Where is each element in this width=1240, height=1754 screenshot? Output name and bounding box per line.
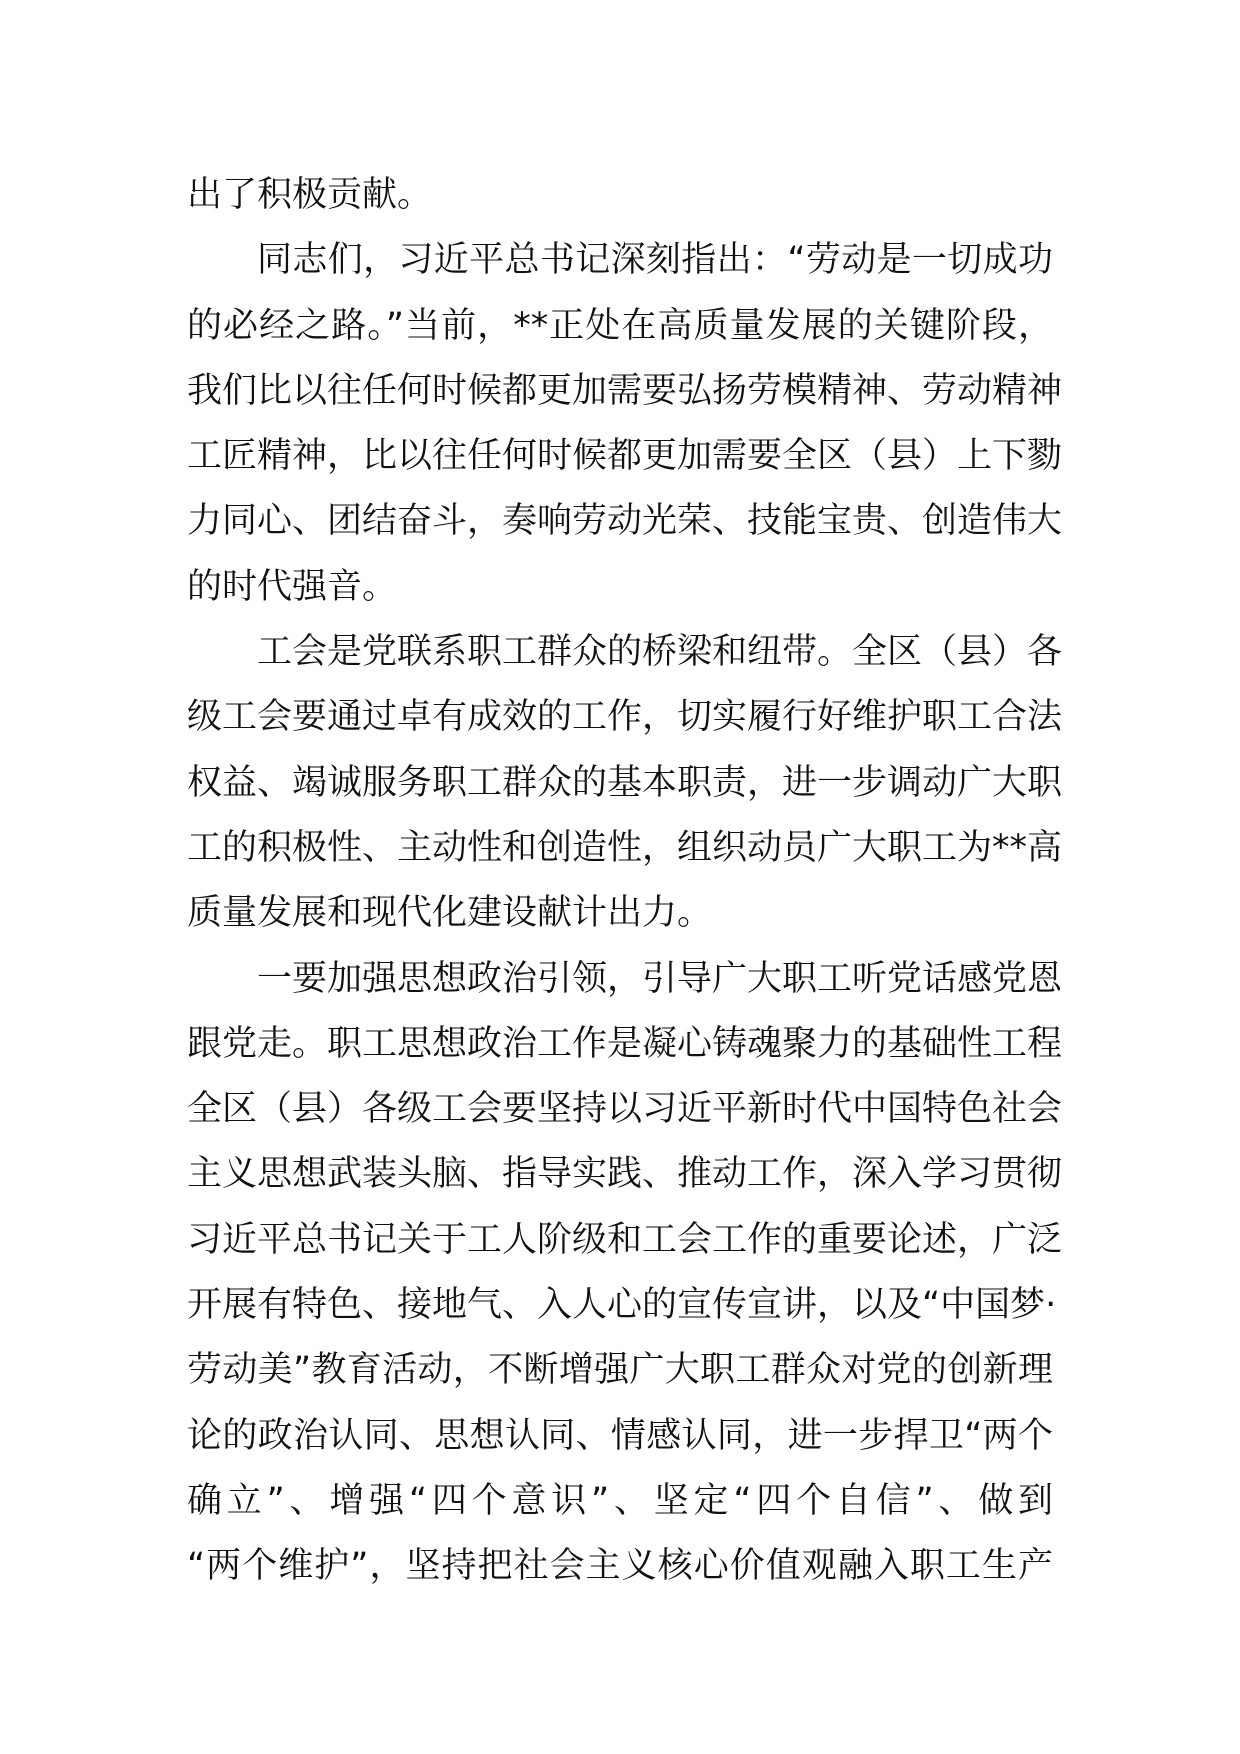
text-line: 论的政治认同、思想认同、情感认同，进一步捍卫“两个 <box>187 1415 1053 1456</box>
text-line: 质量发展和现代化建设献计出力。 <box>187 893 713 934</box>
paragraph-first-line: 一要加强思想政治引领，引导广大职工听党话感党恩 <box>257 958 1063 999</box>
body-text <box>187 163 1063 1600</box>
text-line: 级工会要通过卓有成效的工作，切实履行好维护职工合法 <box>187 697 1063 738</box>
text-line: 权益、竭诚服务职工群众的基本职责，进一步调动广大职 <box>187 762 1063 803</box>
text-line: 我们比以往任何时候都更加需要弘扬劳模精神、劳动精神 <box>187 370 1063 411</box>
text-line: 习近平总书记关于工人阶级和工会工作的重要论述，广泛 <box>187 1219 1063 1260</box>
text-line: 工的积极性、主动性和创造性，组织动员广大职工为**高 <box>187 827 1063 868</box>
text-line: 力同心、团结奋斗，奏响劳动光荣、技能宝贵、创造伟大 <box>187 501 1063 542</box>
text-line: 开展有特色、接地气、入人心的宣传宣讲，以及“中国梦· <box>187 1285 1057 1326</box>
text-line: 全区（县）各级工会要坚持以习近平新时代中国特色社会 <box>187 1089 1063 1130</box>
text-line: 确立”、增强“四个意识”、坚定“四个自信”、做到 <box>187 1480 1053 1521</box>
text-line: 的必经之路。”当前，**正处在高质量发展的关键阶段， <box>187 305 1053 346</box>
paragraph-first-line: 工会是党联系职工群众的桥梁和纽带。全区（县）各 <box>257 632 1063 673</box>
text-line: “两个维护”，坚持把社会主义核心价值观融入职工生产 <box>187 1546 1053 1587</box>
text-line: 主义思想武装头脑、指导实践、推动工作，深入学习贯彻 <box>187 1154 1063 1195</box>
text-line: 的时代强音。 <box>187 566 398 607</box>
text-line: 劳动美”教育活动，不断增强广大职工群众对党的创新理 <box>187 1350 1053 1391</box>
text-line: 工匠精神，比以往任何时候都更加需要全区（县）上下勠 <box>187 436 1063 477</box>
text-line: 出了积极贡献。 <box>187 175 433 215</box>
paragraph-first-line: 同志们，习近平总书记深刻指出：“劳动是一切成功 <box>257 240 1053 281</box>
text-line: 跟党走。职工思想政治工作是凝心铸魂聚力的基础性工程 <box>187 1023 1063 1064</box>
